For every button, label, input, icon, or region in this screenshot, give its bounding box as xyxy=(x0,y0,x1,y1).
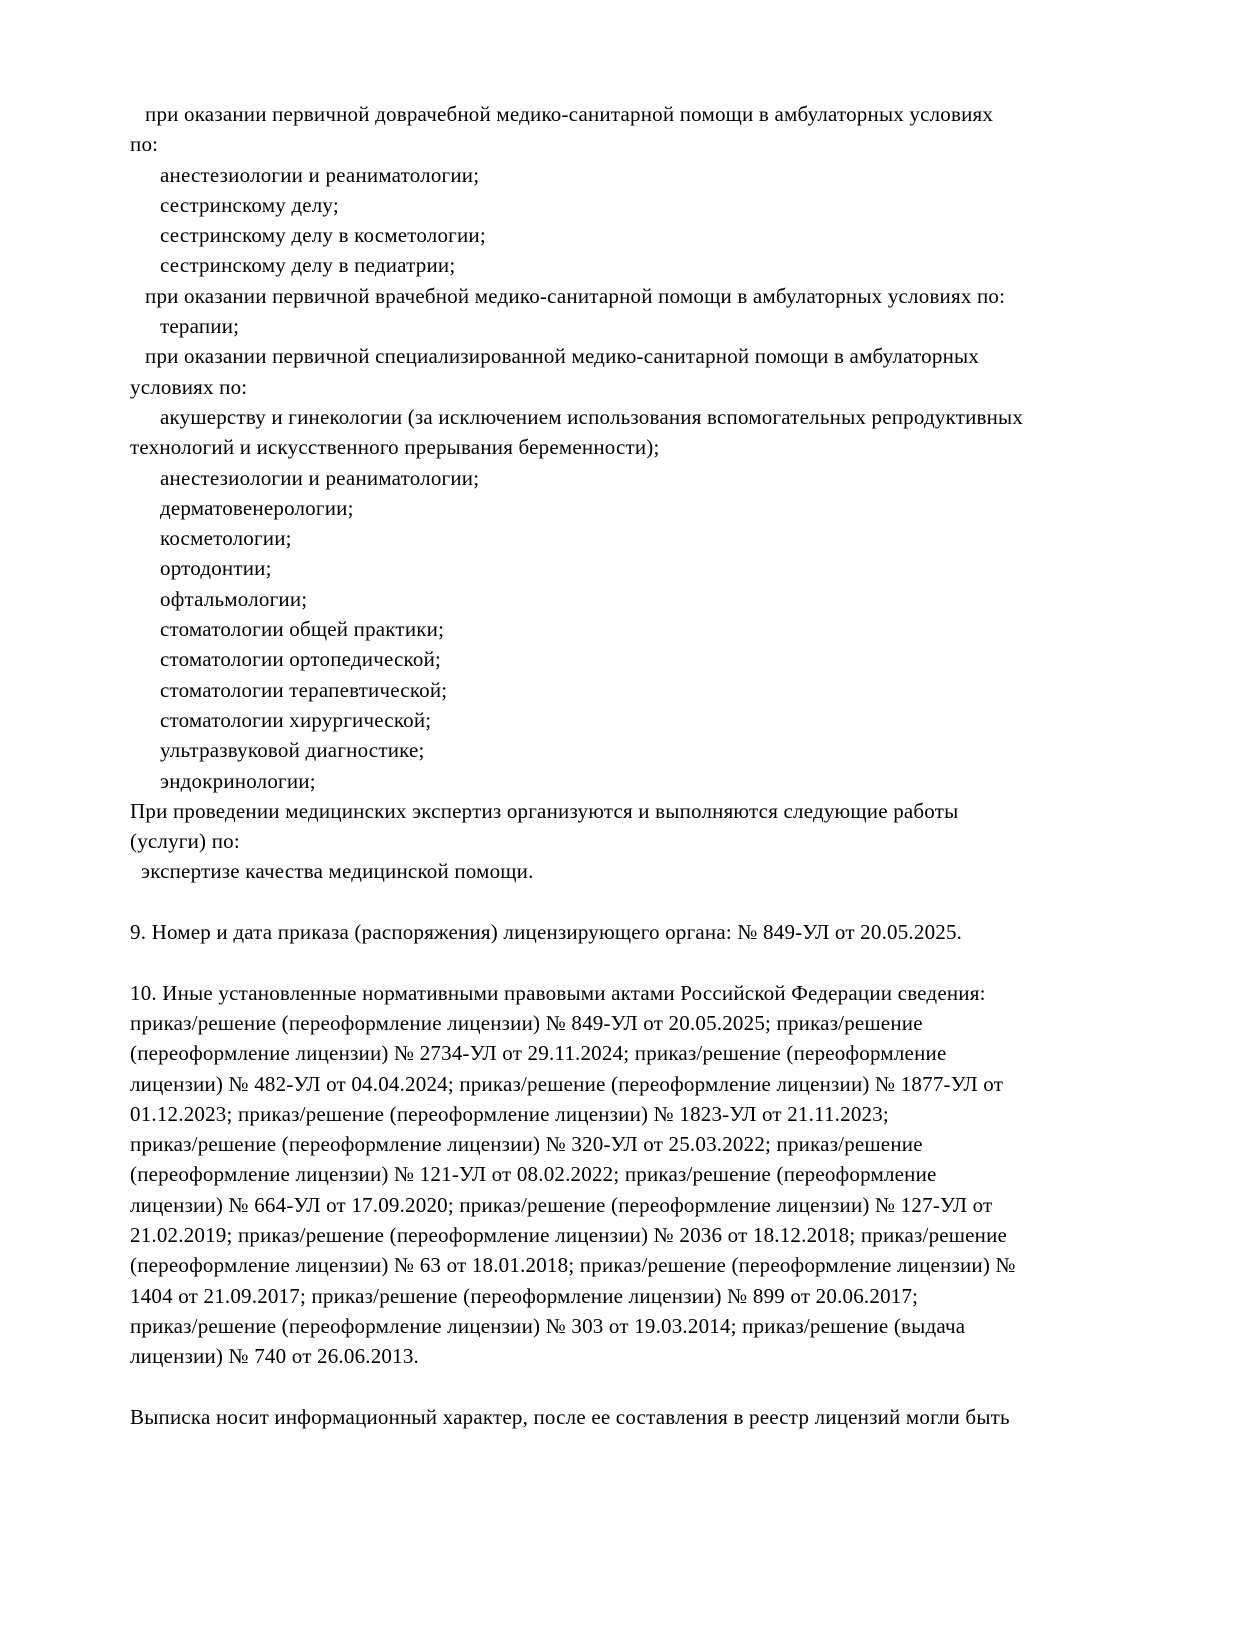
text-line: стоматологии хирургической; xyxy=(160,707,432,732)
text-line: ультразвуковой диагностике; xyxy=(160,738,425,763)
text-line: по: xyxy=(130,132,159,157)
blank-line xyxy=(130,887,1170,917)
text-line: лицензии) № 664-УЛ от 17.09.2020; приказ/решение (переоформление лицензии) № 127-УЛ от xyxy=(130,1192,993,1217)
text-line: анестезиологии и реаниматологии; xyxy=(160,465,480,490)
text-line: сестринскому делу; xyxy=(160,192,339,217)
text-line: 21.02.2019; приказ/решение (переоформление лицензии) № 2036 от 18.12.2018; приказ/решение xyxy=(130,1222,1008,1247)
text-line: (услуги) по: xyxy=(130,829,240,854)
text-line: терапии; xyxy=(160,314,240,339)
text-line: (переоформление лицензии) № 2734-УЛ от 29.11.2024; приказ/решение (переоформление xyxy=(130,1041,947,1066)
text-line: условиях по: xyxy=(130,374,248,399)
text-line: косметологии; xyxy=(160,526,292,551)
text-line: офтальмологии; xyxy=(160,586,308,611)
text-line: (переоформление лицензии) № 121-УЛ от 08.02.2022; приказ/решение (переоформление xyxy=(130,1162,937,1187)
text-line: лицензии) № 740 от 26.06.2013. xyxy=(130,1344,419,1369)
text-line: акушерству и гинекологии (за исключением использования вспомогательных репродуктивных xyxy=(160,404,1024,429)
text-line: 10. Иные установленные нормативными правовыми актами Российской Федерации сведения: xyxy=(130,980,986,1005)
text-line: сестринскому делу в косметологии; xyxy=(160,223,486,248)
text-line: при оказании первичной доврачебной медико-санитарной помощи в амбулаторных условиях xyxy=(145,102,994,126)
text-line: приказ/решение (переоформление лицензии) № 303 от 19.03.2014; приказ/решение (выдача xyxy=(130,1313,966,1338)
text-line: стоматологии общей практики; xyxy=(160,617,445,642)
text-line: 9. Номер и дата приказа (распоряжения) лицензирующего органа: № 849-УЛ от 20.05.2025. xyxy=(130,920,963,945)
document-body xyxy=(130,99,1170,1432)
text-line: (переоформление лицензии) № 63 от 18.01.2018; приказ/решение (переоформление лицензии) № xyxy=(130,1253,1016,1278)
text-line: анестезиологии и реаниматологии; xyxy=(160,162,480,187)
text-line: Выписка носит информационный характер, после ее составления в реестр лицензий могли быть xyxy=(130,1404,1010,1429)
text-line: при оказании первичной специализированной медико-санитарной помощи в амбулаторных xyxy=(145,344,980,369)
text-line: стоматологии ортопедической; xyxy=(160,647,442,672)
text-line: эндокринологии; xyxy=(160,768,316,793)
text-line: ортодонтии; xyxy=(160,556,272,581)
text-line: приказ/решение (переоформление лицензии) № 320-УЛ от 25.03.2022; приказ/решение xyxy=(130,1132,923,1157)
text-line: 1404 от 21.09.2017; приказ/решение (переоформление лицензии) № 899 от 20.06.2017; xyxy=(130,1283,919,1308)
text-line: стоматологии терапевтической; xyxy=(160,677,448,702)
text-line: При проведении медицинских экспертиз организуются и выполняются следующие работы xyxy=(130,798,959,823)
text-line: экспертизе качества медицинской помощи. xyxy=(141,859,534,884)
text-line: лицензии) № 482-УЛ от 04.04.2024; приказ/решение (переоформление лицензии) № 1877-УЛ от xyxy=(130,1071,1004,1096)
blank-line xyxy=(130,1371,1170,1401)
text-line: сестринскому делу в педиатрии; xyxy=(160,253,456,278)
text-line: дерматовенерологии; xyxy=(160,495,354,520)
text-line: 01.12.2023; приказ/решение (переоформление лицензии) № 1823-УЛ от 21.11.2023; xyxy=(130,1101,889,1126)
blank-line xyxy=(130,947,1170,977)
text-line: технологий и искусственного прерывания беременности); xyxy=(130,435,660,460)
text-line: при оказании первичной врачебной медико-санитарной помощи в амбулаторных условиях по: xyxy=(145,283,1006,308)
text-line: приказ/решение (переоформление лицензии) № 849-УЛ от 20.05.2025; приказ/решение xyxy=(130,1010,923,1035)
